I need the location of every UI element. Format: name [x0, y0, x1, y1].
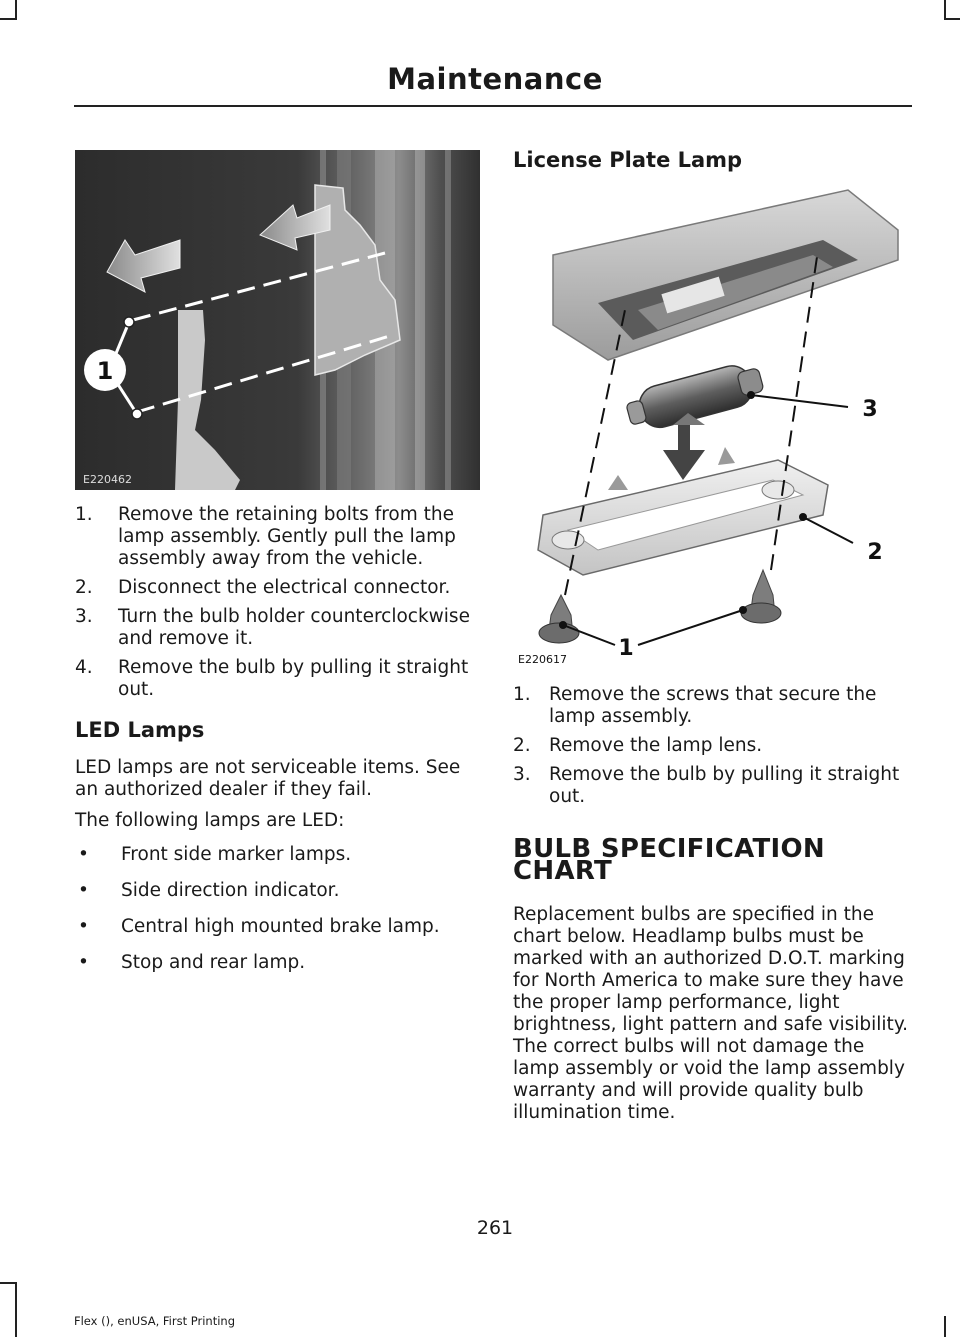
list-item: 3. Remove the bulb by pulling it straight out. [513, 764, 900, 807]
footer-edition-note: Flex (), enUSA, First Printing [74, 1314, 235, 1328]
crop-mark [15, 0, 17, 20]
list-item: 1. Remove the screws that secure the lamp assembly. [513, 684, 877, 727]
list-item: 2. Disconnect the electrical connector. [75, 577, 451, 598]
callout-2-label: 2 [867, 540, 883, 565]
callout-3-label: 3 [862, 397, 878, 422]
license-plate-lamp-illustration [513, 185, 913, 670]
bulb-specification-heading: BULB SPECIFICATION CHART [513, 834, 825, 886]
license-lamp-steps [513, 684, 913, 808]
callout-1-label: 1 [618, 636, 634, 661]
left-column [75, 504, 475, 988]
crop-mark [944, 0, 946, 20]
callout-1-label: 1 [96, 357, 114, 385]
license-plate-lamp-heading: License Plate Lamp [513, 148, 743, 172]
rear-lamp-removal-illustration [75, 150, 480, 490]
list-item: 2. Remove the lamp lens. [513, 735, 763, 756]
lamp-removal-steps [75, 504, 475, 701]
led-lamp-list [75, 844, 475, 974]
list-item: • Central high mounted brake lamp. [78, 916, 440, 937]
crop-mark [944, 1316, 946, 1337]
led-lamps-intro: The following lamps are LED: [75, 810, 345, 831]
crop-mark [0, 1282, 17, 1284]
page-number: 261 [476, 1217, 514, 1239]
list-item: • Side direction indicator. [78, 880, 340, 901]
list-item: 4. Remove the bulb by pulling it straight out. [75, 657, 469, 700]
list-item: • Stop and rear lamp. [78, 952, 306, 973]
right-column [513, 684, 913, 1124]
list-item: • Front side marker lamps. [78, 844, 352, 865]
lamp-assembly-diagram [75, 150, 480, 490]
license-lamp-diagram [513, 185, 913, 670]
led-lamps-paragraph: LED lamps are not serviceable items. See an authorized dealer if they fail. [75, 757, 461, 800]
figure-code: E220617 [518, 653, 567, 666]
led-lamps-heading: LED Lamps [75, 718, 205, 742]
header-divider [74, 105, 912, 107]
crop-mark [944, 18, 960, 20]
page-title: Maintenance [387, 62, 603, 96]
crop-mark [15, 1282, 17, 1337]
list-item: 3. Turn the bulb holder counterclockwise and remove it. [75, 606, 470, 649]
figure-code: E220462 [83, 473, 132, 486]
crop-mark [0, 18, 17, 20]
bulb-specification-paragraph: Replacement bulbs are specified in the chart below. Headlamp bulbs must be marked with an authorized D.O.T. marking for North America to make sure they have the proper lamp performance, light brightness, light pattern and safe visibility. The correct bulbs will not damage the lamp assembly or void the lamp assembly warranty and will provide quality bulb illumination time. [513, 904, 909, 1123]
list-item: 1. Remove the retaining bolts from the lamp assembly. Gently pull the lamp assembly away from the vehicle. [75, 504, 456, 569]
